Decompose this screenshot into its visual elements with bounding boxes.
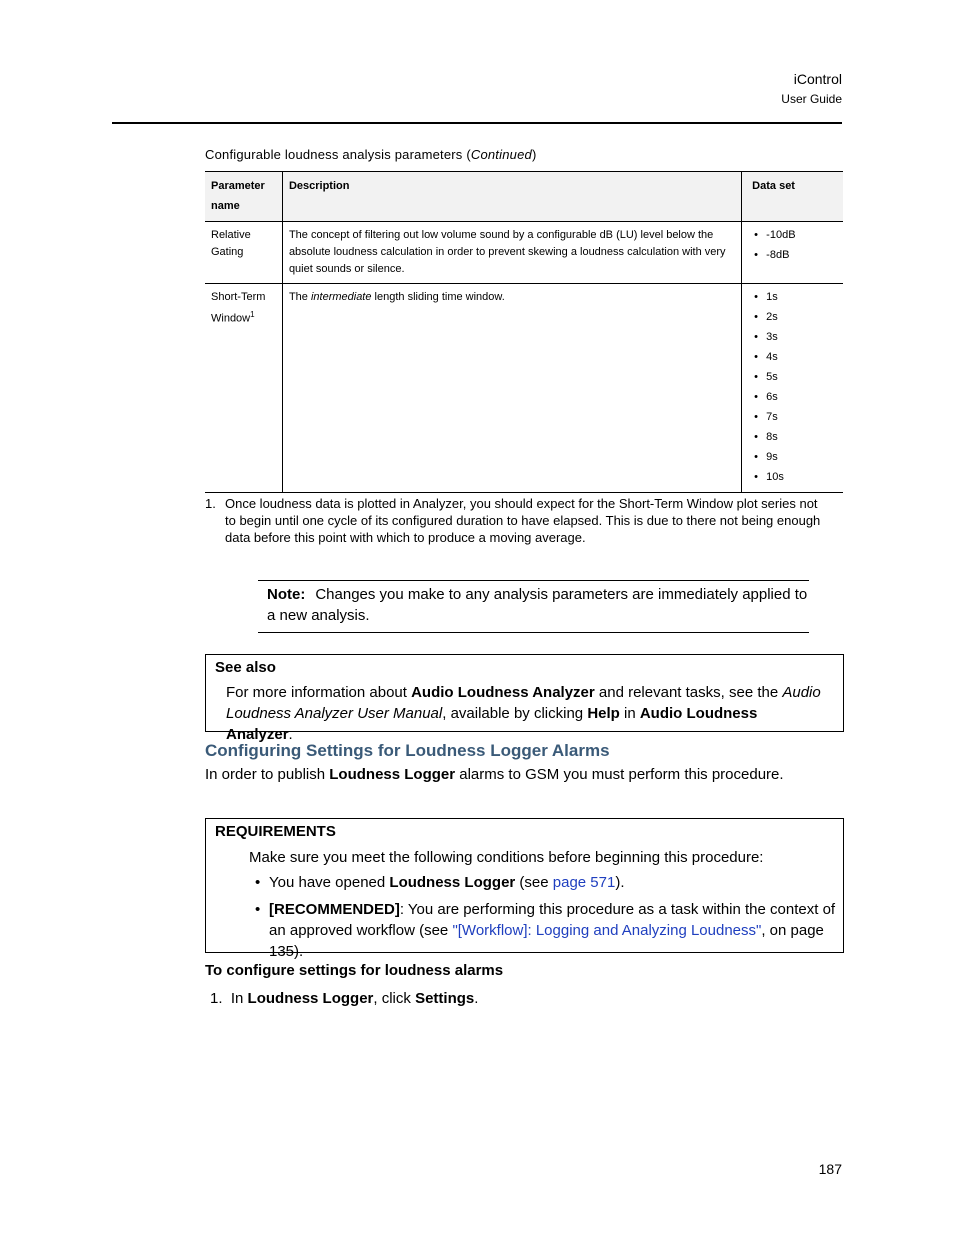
text: In bbox=[230, 990, 248, 1007]
text: . bbox=[474, 990, 479, 1007]
ui-term: Audio Loudness Analyzer bbox=[226, 705, 758, 743]
text: (see bbox=[515, 874, 553, 891]
text: : You are performing this procedure as a task within the context of an approved workflow (see bbox=[269, 901, 836, 939]
table-caption bbox=[205, 147, 536, 162]
param-name-text: Short-Term Window bbox=[211, 291, 266, 325]
ui-term: Loudness Logger bbox=[247, 990, 374, 1007]
text: . bbox=[288, 726, 293, 743]
see-also-text bbox=[226, 682, 826, 745]
ui-term: Audio Loudness Analyzer bbox=[411, 684, 595, 701]
table-row bbox=[205, 222, 843, 284]
manual-title: Audio Loudness Analyzer User Manual bbox=[226, 684, 821, 722]
value-item: • 9s bbox=[752, 447, 837, 467]
bullet: • bbox=[255, 901, 261, 918]
see-also-box bbox=[205, 654, 844, 743]
param-description: The concept of filtering out low volume sound by a configurable dB (LU) level below the absolute loudness calculation in order to prevent skewing a loudness calculation with very quiet sounds or silence. bbox=[282, 222, 741, 284]
text: , click bbox=[373, 990, 416, 1007]
caption-text: Configurable loudness analysis parameters ( bbox=[205, 147, 471, 162]
table-row bbox=[205, 284, 843, 493]
page-number: 187 bbox=[818, 1161, 842, 1177]
desc-text: The bbox=[288, 291, 311, 303]
param-description bbox=[282, 284, 741, 493]
footnote bbox=[205, 495, 825, 546]
bullet: • bbox=[255, 874, 261, 891]
value-item: • 7s bbox=[752, 407, 837, 427]
step-number: 1. bbox=[210, 990, 223, 1007]
note-text: Changes you make to any analysis parameters are immediately applied to a new analysis. bbox=[267, 586, 808, 624]
page-link[interactable]: page 571 bbox=[552, 874, 616, 891]
ui-term: Settings bbox=[415, 990, 475, 1007]
text: For more information about bbox=[226, 684, 412, 701]
requirement-item bbox=[255, 872, 839, 893]
value-item: • -10dB bbox=[752, 225, 837, 245]
value-item: • 10s bbox=[752, 467, 837, 487]
recommended-label: [RECOMMENDED] bbox=[269, 901, 400, 918]
value-item: • 4s bbox=[752, 347, 837, 367]
requirements-box bbox=[205, 818, 844, 960]
requirements-title: REQUIREMENTS bbox=[215, 823, 336, 840]
requirement-item bbox=[255, 899, 839, 962]
ui-term: Help bbox=[587, 705, 620, 722]
text: in bbox=[619, 705, 640, 722]
ui-term: Loudness Logger bbox=[329, 766, 456, 783]
section-heading: Configuring Settings for Loudness Logger Alarms bbox=[205, 741, 610, 760]
footnote-number: 1. bbox=[205, 496, 216, 511]
requirements-intro: Make sure you meet the following conditions before beginning this procedure: bbox=[249, 849, 764, 866]
text: , on page 135). bbox=[269, 922, 824, 960]
footnote-text: Once loudness data is plotted in Analyzer, you should expect for the Short-Term Window plot series not to begin until one cycle of its configured duration to have elapsed. This is due to there not being enough data before this point with which to produce a moving average. bbox=[225, 496, 821, 545]
col-header-parameter: Parameter name bbox=[205, 172, 282, 222]
note-box bbox=[258, 580, 809, 633]
param-values bbox=[742, 222, 843, 284]
text: and relevant tasks, see the bbox=[594, 684, 783, 701]
text: , available by clicking bbox=[442, 705, 588, 722]
value-item: • 6s bbox=[752, 387, 837, 407]
workflow-link[interactable]: "[Workflow]: Logging and Analyzing Loudness" bbox=[452, 922, 762, 939]
header-rule bbox=[112, 122, 842, 124]
value-item: • -8dB bbox=[752, 245, 837, 265]
procedure-title: To configure settings for loudness alarms bbox=[205, 962, 504, 979]
param-name bbox=[205, 284, 282, 493]
table-header-row bbox=[205, 172, 843, 222]
col-header-data-set: Data set bbox=[742, 172, 843, 222]
caption-continued: Continued bbox=[470, 147, 532, 162]
param-name: Relative Gating bbox=[205, 222, 282, 284]
value-item: • 1s bbox=[752, 287, 837, 307]
parameters-table bbox=[205, 171, 843, 493]
header-product: iControl bbox=[793, 71, 842, 87]
caption-close: ) bbox=[531, 147, 537, 162]
col-header-description: Description bbox=[282, 172, 741, 222]
text: ). bbox=[615, 874, 625, 891]
ui-term: Loudness Logger bbox=[389, 874, 516, 891]
desc-italic: intermediate bbox=[310, 291, 372, 303]
see-also-title: See also bbox=[215, 659, 276, 676]
text: You have opened bbox=[269, 874, 390, 891]
text: In order to publish bbox=[205, 766, 330, 783]
param-values bbox=[742, 284, 843, 493]
header-doc-title: User Guide bbox=[781, 92, 842, 106]
value-item: • 5s bbox=[752, 367, 837, 387]
procedure-step bbox=[210, 988, 478, 1009]
value-item: • 2s bbox=[752, 307, 837, 327]
section-intro bbox=[205, 764, 784, 785]
desc-text: length sliding time window. bbox=[371, 291, 505, 303]
value-item: • 8s bbox=[752, 427, 837, 447]
footnote-ref: 1 bbox=[250, 310, 255, 319]
value-item: • 3s bbox=[752, 327, 837, 347]
text: alarms to GSM you must perform this procedure. bbox=[455, 766, 784, 783]
note-label: Note: bbox=[267, 586, 306, 603]
